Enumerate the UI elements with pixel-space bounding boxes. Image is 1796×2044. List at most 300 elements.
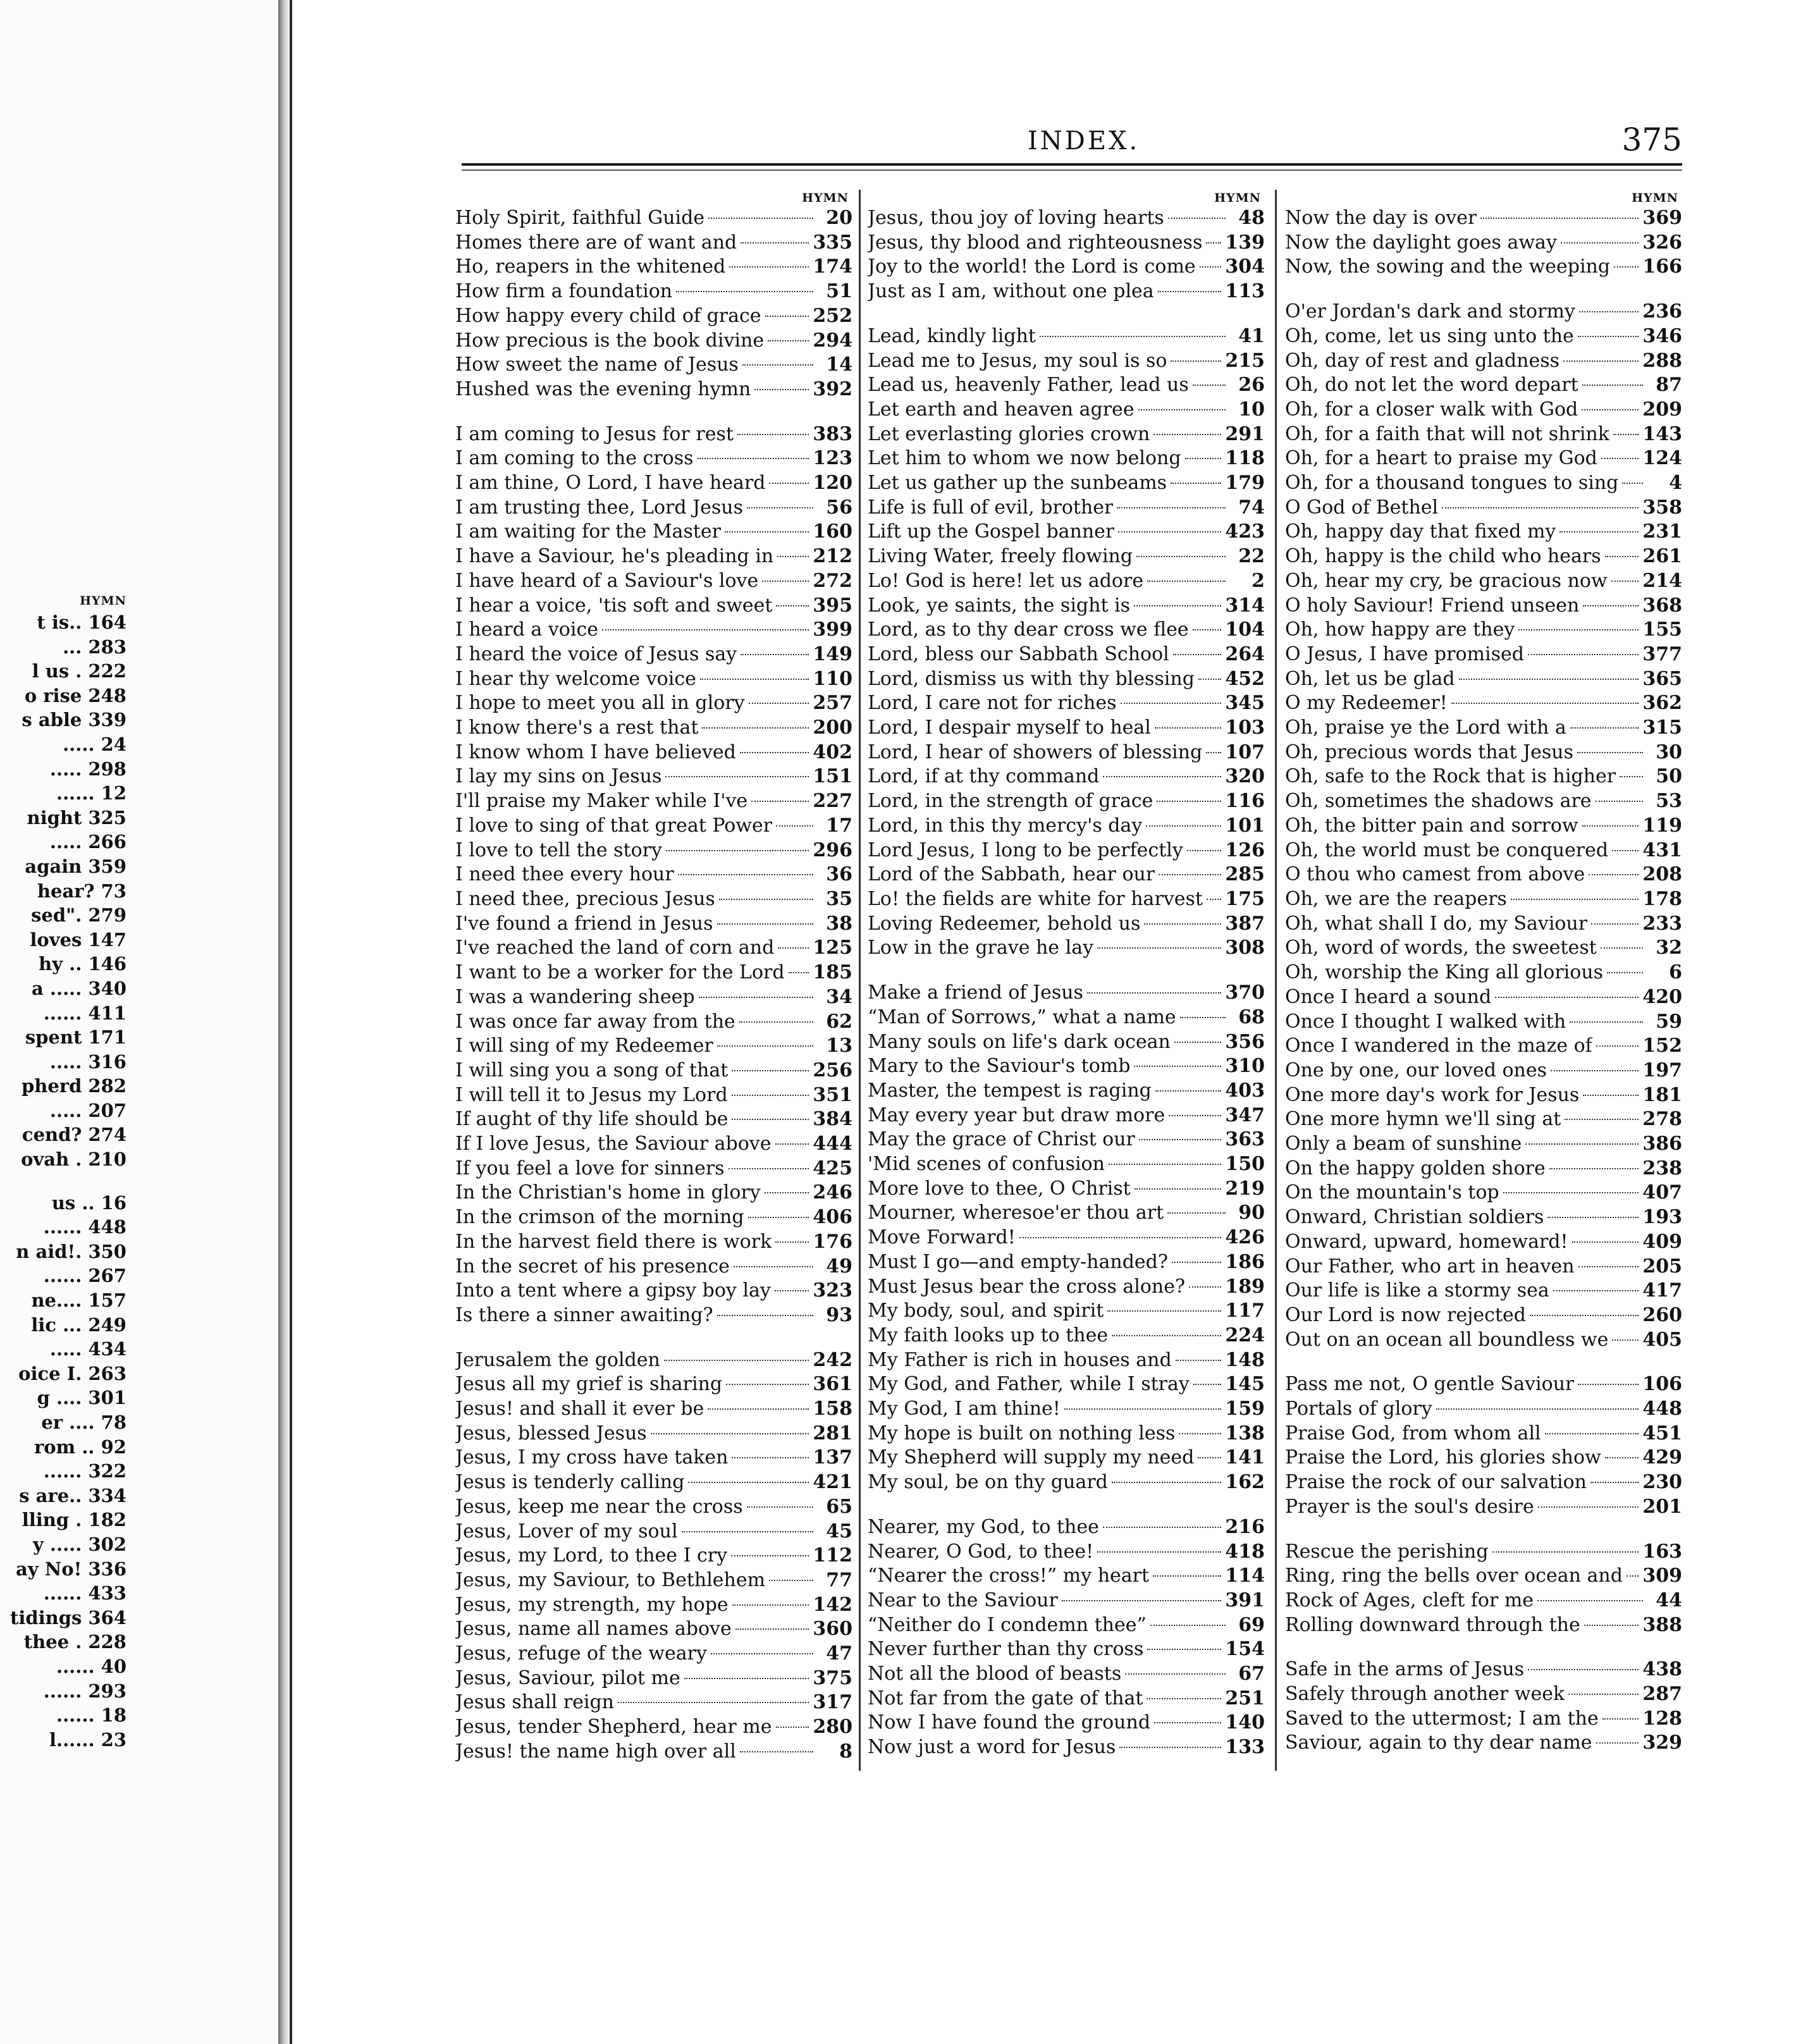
index-entry xyxy=(1285,373,1682,398)
index-entry xyxy=(868,1637,1265,1662)
dot-leader xyxy=(666,850,809,851)
hymn-number: 50 xyxy=(1656,765,1682,788)
hymn-title: Jesus! and shall it ever be xyxy=(455,1398,704,1420)
hymn-number: 365 xyxy=(1642,667,1682,690)
hymn-number: 44 xyxy=(1656,1589,1682,1611)
dot-leader xyxy=(1125,1673,1226,1675)
dot-leader xyxy=(725,531,809,533)
dot-leader xyxy=(1553,1290,1639,1291)
hymn-number: 294 xyxy=(813,329,852,352)
hymn-number: 214 xyxy=(1642,569,1682,592)
hymn-number: 346 xyxy=(1642,324,1682,347)
index-entry xyxy=(868,1662,1265,1687)
index-entry xyxy=(868,1372,1265,1397)
hymn-number: 41 xyxy=(1238,324,1265,347)
index-entry xyxy=(455,789,852,814)
dot-leader xyxy=(1579,311,1639,312)
hymn-title: Jesus, refuge of the weary xyxy=(455,1642,707,1665)
hymn-number: 13 xyxy=(826,1035,852,1057)
index-entry xyxy=(1285,349,1682,374)
index-entry xyxy=(455,1397,852,1422)
hymn-number: 317 xyxy=(813,1691,852,1714)
index-entry xyxy=(455,1372,852,1397)
group-gap xyxy=(1285,280,1682,300)
hymn-title: One more hymn we'll sing at xyxy=(1285,1108,1561,1131)
dot-leader xyxy=(1578,1384,1639,1385)
dot-leader xyxy=(1613,434,1639,435)
hymn-title: Lead, kindly light xyxy=(868,324,1036,347)
dot-leader xyxy=(1112,1335,1221,1336)
index-entry xyxy=(868,1687,1265,1711)
dot-leader xyxy=(1591,923,1639,925)
dot-leader xyxy=(1611,581,1639,582)
dot-leader xyxy=(664,1360,809,1361)
previous-page-line: ovah . 210 xyxy=(21,1148,126,1171)
index-entry xyxy=(868,1515,1265,1540)
dot-leader xyxy=(732,1457,809,1458)
hymn-number: 117 xyxy=(1225,1300,1265,1322)
dot-leader xyxy=(1602,1718,1639,1720)
hymn-number: 90 xyxy=(1238,1202,1265,1224)
hymn-number: 59 xyxy=(1656,1010,1682,1033)
index-entry xyxy=(868,1564,1265,1589)
previous-page-line: night 325 xyxy=(27,806,126,828)
hymn-number: 56 xyxy=(826,496,852,519)
hymn-number: 315 xyxy=(1642,717,1682,739)
index-entry xyxy=(1285,887,1682,912)
hymn-number: 140 xyxy=(1225,1711,1265,1734)
index-entry xyxy=(455,1255,852,1279)
dot-leader xyxy=(1147,1649,1221,1650)
hymn-title: I hope to meet you all in glory xyxy=(455,692,745,715)
hymn-title: One by one, our loved ones xyxy=(1285,1059,1547,1081)
dot-leader xyxy=(1559,531,1639,533)
index-entry xyxy=(1285,255,1682,280)
hymn-number: 230 xyxy=(1642,1471,1682,1494)
hymn-number: 22 xyxy=(1238,545,1265,568)
index-entry xyxy=(868,1250,1265,1275)
hymn-title: Oh, the bitter pain and sorrow xyxy=(1285,814,1578,837)
hymn-title: Lead us, heavenly Father, lead us xyxy=(868,374,1189,397)
hymn-title: I was once far away from the xyxy=(455,1010,735,1033)
dot-leader xyxy=(1134,1066,1221,1067)
previous-page-line: sed". 279 xyxy=(31,904,126,927)
hymn-number: 310 xyxy=(1225,1055,1265,1078)
group-gap xyxy=(868,304,1265,324)
hymn-number: 176 xyxy=(813,1230,852,1253)
hymn-number: 107 xyxy=(1225,741,1265,763)
hymn-title: Now, the sowing and the weeping xyxy=(1285,256,1611,278)
index-entry xyxy=(868,1079,1265,1104)
dot-leader xyxy=(1154,1722,1221,1723)
dot-leader xyxy=(1578,336,1639,337)
previous-page-line: lic ... 249 xyxy=(31,1314,126,1336)
dot-leader xyxy=(775,1290,809,1291)
dot-leader xyxy=(729,1168,809,1169)
hymn-number: 155 xyxy=(1642,619,1682,641)
hymn-title: Praise the Lord, his glories show xyxy=(1285,1446,1601,1469)
index-entry xyxy=(1285,545,1682,569)
hymn-title: Oh, do not let the word depart xyxy=(1285,374,1578,397)
previous-page-line: ... 283 xyxy=(63,636,126,658)
hymn-number: 67 xyxy=(1238,1663,1265,1685)
hymn-number: 388 xyxy=(1642,1613,1682,1636)
hymn-title: Jesus all my grief is sharing xyxy=(455,1373,723,1396)
hymn-title: Look, ye saints, the sight is xyxy=(868,594,1131,617)
previous-page-line: n aid!. 350 xyxy=(16,1240,126,1262)
hymn-number: 51 xyxy=(826,280,852,303)
hymn-title: One more day's work for Jesus xyxy=(1285,1083,1580,1106)
hymn-number: 418 xyxy=(1225,1540,1265,1563)
dot-leader xyxy=(1167,1212,1226,1214)
previous-page-line: ...... 322 xyxy=(43,1460,126,1482)
hymn-title: I've found a friend in Jesus xyxy=(455,912,713,935)
hymn-number: 384 xyxy=(813,1108,852,1131)
index-entry xyxy=(868,1470,1265,1495)
index-entry xyxy=(455,1422,852,1446)
dot-leader xyxy=(708,218,813,219)
hymn-title: Jesus, Lover of my soul xyxy=(455,1520,678,1542)
dot-leader xyxy=(1117,507,1226,508)
hymn-number: 236 xyxy=(1642,300,1682,323)
hymn-title: Life is full of evil, brother xyxy=(868,496,1114,519)
dot-leader xyxy=(1146,825,1221,827)
hymn-title: I am waiting for the Master xyxy=(455,520,721,543)
index-entry xyxy=(455,353,852,378)
index-entry xyxy=(868,1030,1265,1055)
previous-page-line: s able 339 xyxy=(22,709,126,731)
dot-leader xyxy=(1582,385,1643,386)
previous-page-line: ...... 267 xyxy=(43,1265,126,1287)
hymn-title: Lord, I hear of showers of blessing xyxy=(868,741,1203,763)
hymn-title: I lay my sins on Jesus xyxy=(455,765,662,788)
dot-leader xyxy=(1622,483,1643,484)
index-entry xyxy=(1285,446,1682,471)
hymn-number: 417 xyxy=(1642,1279,1682,1302)
dot-leader xyxy=(1172,1262,1221,1263)
hymn-title: Just as I am, without one plea xyxy=(868,280,1154,303)
hymn-title: Lord, bless our Sabbath School xyxy=(868,643,1169,665)
dot-leader xyxy=(1176,1360,1222,1361)
dot-leader xyxy=(1547,1217,1639,1218)
hymn-number: 257 xyxy=(813,692,852,715)
hymn-title: Jesus, thou joy of loving hearts xyxy=(868,207,1164,229)
index-entry xyxy=(455,1446,852,1470)
hymn-number: 351 xyxy=(813,1083,852,1106)
index-entry xyxy=(1285,1372,1682,1397)
previous-page-line: pherd 282 xyxy=(22,1075,126,1097)
dot-leader xyxy=(665,776,809,777)
dot-leader xyxy=(1179,1433,1221,1434)
index-entry xyxy=(868,545,1265,569)
index-entry xyxy=(1285,863,1682,887)
dot-leader xyxy=(732,1604,809,1606)
hymn-title: Our Lord is now rejected xyxy=(1285,1303,1526,1326)
hymn-number: 163 xyxy=(1642,1540,1682,1563)
hymn-number: 409 xyxy=(1642,1230,1682,1253)
hymn-title: On the mountain's top xyxy=(1285,1181,1499,1204)
hymn-title: Jesus, tender Shepherd, hear me xyxy=(455,1716,772,1739)
index-entry xyxy=(455,667,852,692)
previous-page-column xyxy=(0,591,126,1752)
hymn-title: In the harvest field there is work xyxy=(455,1230,772,1253)
hymn-title: Safely through another week xyxy=(1285,1683,1565,1706)
hymn-title: I will sing you a song of that xyxy=(455,1059,729,1081)
hymn-title: In the crimson of the morning xyxy=(455,1206,744,1229)
hymn-number: 423 xyxy=(1225,520,1265,543)
hymn-number: 451 xyxy=(1642,1422,1682,1444)
hymn-number: 285 xyxy=(1225,863,1265,886)
previous-page-line: ...... 293 xyxy=(43,1680,126,1702)
index-entry xyxy=(455,1520,852,1544)
dot-leader xyxy=(684,1678,809,1679)
index-entry xyxy=(1285,912,1682,937)
previous-page-line: y ..... 302 xyxy=(32,1533,126,1555)
dot-leader xyxy=(1605,556,1639,557)
index-entry xyxy=(1285,789,1682,814)
hymn-title: Oh, praise ye the Lord with a xyxy=(1285,717,1566,739)
index-entry xyxy=(1285,300,1682,324)
hymn-number: 261 xyxy=(1642,545,1682,568)
index-entry xyxy=(1285,471,1682,496)
hymn-title: Homes there are of want and xyxy=(455,231,737,254)
hymn-number: 405 xyxy=(1642,1328,1682,1351)
hymn-title: On the happy golden shore xyxy=(1285,1157,1546,1179)
hymn-number: 438 xyxy=(1642,1658,1682,1681)
dot-leader xyxy=(742,364,813,366)
index-entry xyxy=(868,887,1265,912)
index-entry xyxy=(868,496,1265,520)
dot-leader xyxy=(1112,1482,1221,1483)
index-entry xyxy=(868,1422,1265,1446)
hymn-number: 356 xyxy=(1225,1030,1265,1053)
hymn-title: Let everlasting glories crown xyxy=(868,422,1150,445)
dot-leader xyxy=(711,1653,813,1654)
dot-leader xyxy=(1180,1017,1226,1018)
dot-leader xyxy=(778,947,809,949)
previous-page-line: ..... 266 xyxy=(49,831,126,853)
dot-leader xyxy=(1584,1625,1639,1626)
hymn-number: 444 xyxy=(813,1133,852,1155)
hymn-title: Many souls on life's dark ocean xyxy=(868,1030,1171,1053)
index-entry xyxy=(455,1107,852,1132)
previous-page-line: er .... 78 xyxy=(41,1412,126,1433)
index-entry xyxy=(1285,1034,1682,1059)
dot-leader xyxy=(1155,1090,1222,1092)
dot-leader xyxy=(1583,605,1639,606)
hymn-title: Oh, safe to the Rock that is higher xyxy=(1285,765,1616,788)
dot-leader xyxy=(1159,874,1221,875)
hymn-title: Oh, come, let us sing unto the xyxy=(1285,324,1574,347)
hymn-title: Mary to the Saviour's tomb xyxy=(868,1055,1131,1078)
hymn-number: 383 xyxy=(813,422,852,445)
index-entry xyxy=(455,1740,852,1764)
index-entry xyxy=(455,1181,852,1205)
index-entry xyxy=(868,667,1265,692)
previous-page-line: hear? 73 xyxy=(37,880,126,902)
hymn-number: 74 xyxy=(1238,496,1265,519)
index-entry xyxy=(1285,231,1682,256)
index-entry xyxy=(455,1205,852,1230)
hymn-number: 17 xyxy=(826,814,852,837)
hymn-number: 151 xyxy=(813,765,852,788)
hymn-number: 154 xyxy=(1225,1638,1265,1661)
hymn-number: 120 xyxy=(813,472,852,495)
index-entry xyxy=(455,985,852,1010)
index-entry xyxy=(455,1495,852,1520)
index-entry xyxy=(868,741,1265,765)
index-entry xyxy=(455,1470,852,1495)
column-divider xyxy=(859,190,861,1771)
hymn-number: 69 xyxy=(1238,1613,1265,1636)
dot-leader xyxy=(776,605,809,606)
dot-leader xyxy=(1206,242,1221,243)
hymn-number: 179 xyxy=(1225,472,1265,495)
hymn-title: Oh, word of words, the sweetest xyxy=(1285,937,1597,959)
hymn-title: I hear thy welcome voice xyxy=(455,667,696,690)
dot-leader xyxy=(1572,1241,1639,1243)
hymn-title: Near to the Saviour xyxy=(868,1589,1058,1611)
group-gap xyxy=(0,1172,126,1191)
previous-page-line: ay No! 336 xyxy=(16,1558,126,1580)
dot-leader xyxy=(737,434,809,435)
index-entry xyxy=(455,280,852,304)
hymn-title: I am trusting thee, Lord Jesus xyxy=(455,496,743,519)
hymn-title: Make a friend of Jesus xyxy=(868,982,1083,1004)
hymn-title: Now the daylight goes away xyxy=(1285,231,1557,254)
hymn-number: 387 xyxy=(1225,912,1265,935)
hymn-title: Into a tent where a gipsy boy lay xyxy=(455,1279,771,1302)
hymn-title: How sweet the name of Jesus xyxy=(455,354,739,376)
hymn-number: 395 xyxy=(813,594,852,617)
dot-leader xyxy=(602,629,809,631)
hymn-number: 335 xyxy=(813,231,852,254)
index-entry xyxy=(1285,1157,1682,1181)
dot-leader xyxy=(751,801,809,802)
hymn-number: 38 xyxy=(826,912,852,935)
index-entry xyxy=(1285,1470,1682,1495)
index-entry xyxy=(455,1544,852,1568)
hymn-title: Oh, hear my cry, be gracious now xyxy=(1285,569,1608,592)
index-entry xyxy=(455,1034,852,1059)
index-entry xyxy=(455,1617,852,1642)
hymn-title: Loving Redeemer, behold us xyxy=(868,912,1141,935)
hymn-title: I need thee every hour xyxy=(455,863,674,886)
index-entry xyxy=(1285,1107,1682,1132)
index-entry xyxy=(1285,716,1682,741)
dot-leader xyxy=(1589,874,1639,875)
previous-page-line: ...... 40 xyxy=(56,1655,126,1677)
hymn-title: More love to thee, O Christ xyxy=(868,1177,1131,1200)
index-entry xyxy=(868,422,1265,447)
dot-leader xyxy=(1198,679,1221,680)
previous-page-line: ..... 316 xyxy=(49,1050,126,1073)
dot-leader xyxy=(729,266,809,268)
dot-leader xyxy=(717,923,813,925)
hymn-title: My Shepherd will supply my need xyxy=(868,1446,1195,1469)
hymn-title: Now the day is over xyxy=(1285,207,1477,229)
hymn-title: Portals of glory xyxy=(1285,1398,1432,1420)
hymn-title: Oh, what shall I do, my Saviour xyxy=(1285,912,1588,935)
hymn-title: Lord, in the strength of grace xyxy=(868,790,1153,813)
index-entry xyxy=(1285,1707,1682,1732)
index-entry xyxy=(1285,1279,1682,1303)
page-number: 375 xyxy=(1621,121,1682,158)
hymn-number: 320 xyxy=(1225,765,1265,788)
dot-leader xyxy=(1153,1575,1221,1577)
dot-leader xyxy=(1551,1070,1639,1071)
dot-leader xyxy=(1135,1188,1222,1190)
hymn-title: Oh, worship the King all glorious xyxy=(1285,961,1604,984)
hymn-title: Not far from the gate of that xyxy=(868,1687,1143,1709)
index-entry xyxy=(868,716,1265,741)
hymn-title: “Neither do I condemn thee” xyxy=(868,1613,1147,1636)
index-entry xyxy=(455,594,852,619)
dot-leader xyxy=(765,316,809,317)
hymn-number: 124 xyxy=(1642,447,1682,470)
hymn-number: 101 xyxy=(1225,814,1265,837)
hymn-number: 260 xyxy=(1642,1303,1682,1326)
hymn-title: Holy Spirit, faithful Guide xyxy=(455,207,705,229)
dot-leader xyxy=(1538,1506,1639,1508)
dot-leader xyxy=(1549,1168,1639,1169)
dot-leader xyxy=(1627,1575,1639,1577)
index-entry xyxy=(455,839,852,863)
hymn-title: Jerusalem the golden xyxy=(455,1348,660,1371)
dot-leader xyxy=(739,1021,813,1023)
index-entry xyxy=(868,398,1265,422)
hymn-number: 224 xyxy=(1225,1324,1265,1346)
dot-leader xyxy=(735,1628,809,1630)
column-header-hymn: HYMN xyxy=(802,191,849,205)
index-entry xyxy=(1285,1589,1682,1613)
hymn-number: 26 xyxy=(1238,374,1265,397)
previous-page-line: us .. 16 xyxy=(51,1191,126,1214)
index-entry xyxy=(868,912,1265,937)
hymn-title: Joy to the world! the Lord is come xyxy=(868,256,1196,278)
dot-leader xyxy=(1134,605,1221,606)
index-entry xyxy=(455,1348,852,1373)
index-entry xyxy=(1285,741,1682,765)
index-entry xyxy=(1285,1422,1682,1446)
hymn-number: 159 xyxy=(1225,1398,1265,1420)
hymn-number: 119 xyxy=(1642,814,1682,837)
dot-leader xyxy=(741,242,809,243)
hymn-title: Jesus, my Saviour, to Bethlehem xyxy=(455,1568,766,1591)
dot-leader xyxy=(1620,776,1643,777)
hymn-title: I have heard of a Saviour's love xyxy=(455,569,759,592)
dot-leader xyxy=(775,1241,809,1243)
hymn-number: 87 xyxy=(1656,374,1682,397)
previous-page-line: s are.. 334 xyxy=(19,1484,126,1506)
hymn-number: 125 xyxy=(813,937,852,959)
index-entry xyxy=(455,1132,852,1157)
hymn-title: I know there's a rest that xyxy=(455,717,699,739)
previous-page-line: ...... 12 xyxy=(56,782,126,804)
previous-page-line: ..... 207 xyxy=(49,1099,126,1121)
dot-leader xyxy=(776,825,813,827)
previous-page-line: ..... 434 xyxy=(49,1338,126,1360)
hymn-number: 369 xyxy=(1642,207,1682,229)
dot-leader xyxy=(1577,752,1643,753)
hymn-title: Praise God, from whom all xyxy=(1285,1422,1541,1444)
dot-leader xyxy=(732,1119,809,1120)
index-entry xyxy=(455,329,852,354)
index-entry xyxy=(868,1275,1265,1300)
dot-leader xyxy=(1153,434,1221,435)
dot-leader xyxy=(1189,1286,1221,1288)
dot-leader xyxy=(1537,1600,1643,1601)
